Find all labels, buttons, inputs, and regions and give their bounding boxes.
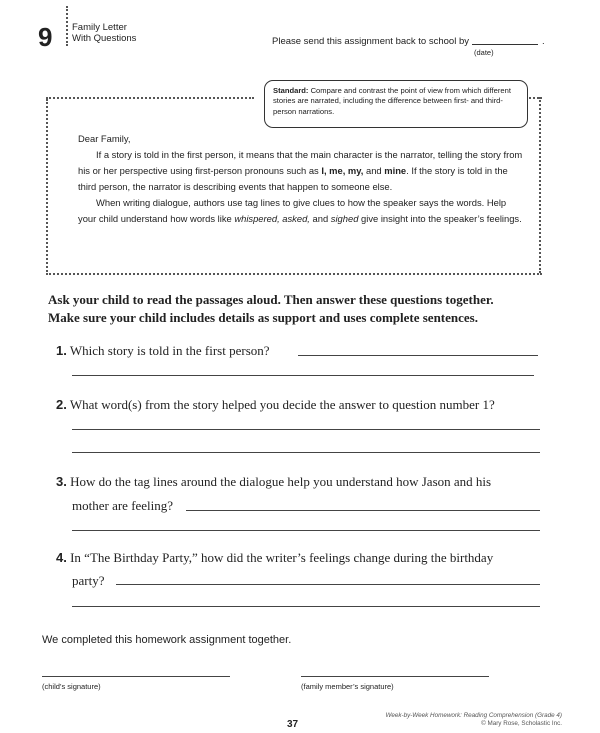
send-back-text: Please send this assignment back to school by xyxy=(272,36,469,47)
footer-credit-line2: © Mary Rose, Scholastic Inc. xyxy=(481,720,562,727)
section-label xyxy=(72,22,136,44)
question-2-text: What word(s) from the story helped you decide the answer to question number 1? xyxy=(69,397,495,412)
answer-line-4a[interactable] xyxy=(116,584,540,585)
family-signature-caption: (family member’s signature) xyxy=(301,682,394,691)
week-number: 9 xyxy=(38,22,53,52)
answer-line-1b[interactable] xyxy=(72,375,534,376)
p1-text-mid: and xyxy=(363,165,385,176)
p2-italic-words: whispered, asked, xyxy=(234,213,310,224)
question-1 xyxy=(56,341,270,361)
question-4-number: 4. xyxy=(56,550,67,565)
send-back-period: . xyxy=(541,36,545,47)
header-divider xyxy=(66,6,68,46)
date-blank[interactable] xyxy=(472,44,538,45)
standard-callout xyxy=(264,80,528,128)
section-label-line2: With Questions xyxy=(72,33,137,44)
child-signature-line[interactable] xyxy=(42,676,230,677)
p2-text-mid: and xyxy=(309,213,331,224)
answer-line-4b[interactable] xyxy=(72,606,540,607)
family-signature-line[interactable] xyxy=(301,676,489,677)
p1-bold-pronouns: I, me, my, xyxy=(321,165,364,176)
send-back-instruction xyxy=(272,36,545,47)
child-signature-caption: (child’s signature) xyxy=(42,682,101,691)
letter-paragraph-2 xyxy=(78,195,526,227)
letter-body xyxy=(78,131,526,227)
instructions-line1: Ask your child to read the passages aloud. Then answer these questions together. xyxy=(48,292,494,307)
question-3-number: 3. xyxy=(56,474,67,489)
answer-line-2a[interactable] xyxy=(72,429,540,430)
p2-text-a: When writing dialogue, authors use tag lines to give clues to how the speaker says the words. Help your child understand how words like xyxy=(78,197,507,224)
question-4 xyxy=(56,548,493,568)
letter-box-right-border xyxy=(539,97,541,273)
question-2-number: 2. xyxy=(56,397,67,412)
letter-greeting: Dear Family, xyxy=(78,133,131,144)
p1-bold-mine: mine xyxy=(384,165,407,176)
standard-label: Standard: xyxy=(273,86,309,95)
answer-line-2b[interactable] xyxy=(72,452,540,453)
p2-italic-sighed: sighed xyxy=(330,213,359,224)
answer-line-1a[interactable] xyxy=(298,355,538,356)
standard-text: Compare and contrast the point of view from which different stories are narrated, including the difference between first- and third-person narrations. xyxy=(273,86,511,116)
question-2 xyxy=(56,395,495,415)
page-number: 37 xyxy=(287,719,299,730)
instructions xyxy=(48,291,558,327)
footer-credit xyxy=(376,712,562,728)
question-1-text: Which story is told in the first person? xyxy=(69,343,270,358)
date-caption: (date) xyxy=(474,48,494,57)
question-3-line2: mother are feeling? xyxy=(72,498,174,513)
footer-credit-line1: Week-by-Week Homework: Reading Comprehension (Grade 4) xyxy=(385,712,562,719)
instructions-line2: Make sure your child includes details as support and uses complete sentences. xyxy=(48,310,478,325)
question-1-number: 1. xyxy=(56,343,67,358)
question-3 xyxy=(56,472,491,492)
p2-text-b: give insight into the speaker’s feelings. xyxy=(358,213,522,224)
section-label-line1: Family Letter xyxy=(72,22,127,33)
answer-line-3b[interactable] xyxy=(72,530,540,531)
p1-text-b: . If the story is told in the third person, the narrator is describing events that happen to someone else. xyxy=(78,165,508,192)
p1-text-a: If a story is told in the first person, it means that the main character is the narrator, telling the story from his or her perspective using first-person pronouns such as xyxy=(78,149,523,176)
answer-line-3a[interactable] xyxy=(186,510,540,511)
letter-paragraph-1 xyxy=(78,147,526,195)
completed-statement: We completed this homework assignment together. xyxy=(42,634,292,646)
question-3-text-line1: How do the tag lines around the dialogue help you understand how Jason and his xyxy=(70,474,492,489)
question-4-text-line1: In “The Birthday Party,” how did the writer’s feelings change during the birthday xyxy=(70,550,494,565)
question-4-line2: party? xyxy=(72,573,105,588)
letter-box-top-border-left xyxy=(46,97,254,99)
